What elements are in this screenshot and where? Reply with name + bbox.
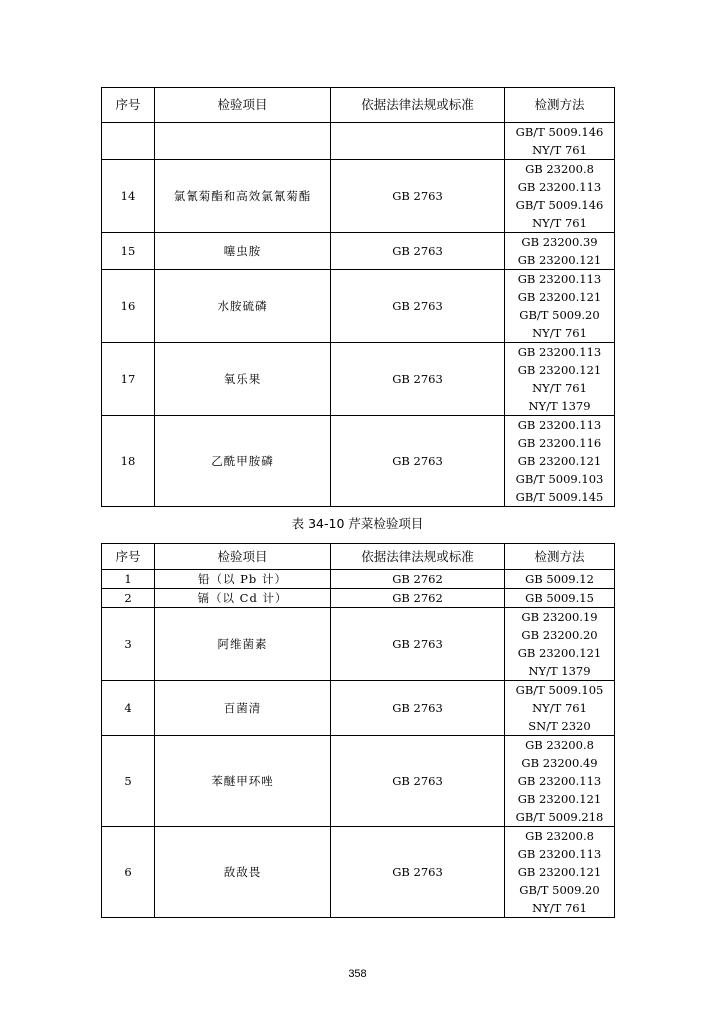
row-number: 18 (102, 416, 155, 507)
test-method: SN/T 2320 (528, 719, 591, 733)
test-method: GB 23200.113 (517, 418, 602, 432)
test-method: GB 23200.113 (517, 847, 602, 861)
page-number: 358 (348, 968, 367, 980)
inspection-item: 氯氰菊酯和高效氯氰菊酯 (155, 160, 331, 233)
test-method: GB 5009.12 (525, 572, 594, 586)
test-method: GB 23200.121 (517, 646, 602, 660)
header-no: 序号 (102, 88, 155, 123)
table-row (102, 736, 615, 827)
header-item: 检验项目 (155, 88, 331, 123)
test-method: NY/T 761 (532, 326, 587, 340)
inspection-item (155, 123, 331, 160)
test-method: GB 23200.121 (517, 363, 602, 377)
test-method: GB 23200.8 (525, 738, 594, 752)
test-method: GB/T 5009.105 (515, 683, 604, 697)
test-method: GB 23200.8 (525, 829, 594, 843)
test-methods (505, 736, 615, 827)
test-method: NY/T 761 (532, 143, 587, 157)
test-methods (505, 827, 615, 918)
test-methods (505, 589, 615, 608)
table-row (102, 160, 615, 233)
standard-basis: GB 2763 (331, 160, 505, 233)
test-method: GB 23200.113 (517, 774, 602, 788)
test-method: GB 23200.121 (517, 865, 602, 879)
row-number: 5 (102, 736, 155, 827)
test-method: GB/T 5009.103 (515, 472, 604, 486)
standard-basis: GB 2762 (331, 589, 505, 608)
row-number: 2 (102, 589, 155, 608)
inspection-item: 敌敌畏 (155, 827, 331, 918)
inspection-item: 乙酰甲胺磷 (155, 416, 331, 507)
standard-basis: GB 2763 (331, 827, 505, 918)
table-row (102, 608, 615, 681)
test-methods (505, 416, 615, 507)
test-method: GB 23200.113 (517, 345, 602, 359)
test-method: GB 23200.20 (521, 628, 598, 642)
inspection-item: 水胺硫磷 (155, 270, 331, 343)
test-method: GB 23200.113 (517, 272, 602, 286)
test-methods (505, 570, 615, 589)
row-number: 6 (102, 827, 155, 918)
celery-inspection-table (101, 543, 615, 918)
test-methods (505, 270, 615, 343)
header-item: 检验项目 (155, 544, 331, 570)
test-method: GB 23200.121 (517, 454, 602, 468)
inspection-item: 苯醚甲环唑 (155, 736, 331, 827)
test-methods (505, 681, 615, 736)
test-method: GB/T 5009.20 (519, 308, 600, 322)
test-methods (505, 608, 615, 681)
table-row (102, 589, 615, 608)
test-method: GB/T 5009.146 (515, 125, 604, 139)
table-header-row (102, 544, 615, 570)
test-methods (505, 160, 615, 233)
row-number: 14 (102, 160, 155, 233)
test-methods (505, 343, 615, 416)
table-row (102, 233, 615, 270)
header-method: 检测方法 (505, 88, 615, 123)
test-method: GB 23200.121 (517, 792, 602, 806)
test-method: NY/T 761 (532, 901, 587, 915)
table-body (102, 570, 615, 918)
row-number: 15 (102, 233, 155, 270)
test-method: GB 23200.113 (517, 180, 602, 194)
test-method: GB 23200.49 (521, 756, 598, 770)
inspection-item: 镉（以 Cd 计） (155, 589, 331, 608)
test-method: GB 23200.19 (521, 610, 598, 624)
table-row (102, 681, 615, 736)
inspection-item: 噻虫胺 (155, 233, 331, 270)
test-methods (505, 123, 615, 160)
test-method: GB/T 5009.146 (515, 198, 604, 212)
test-method: GB 23200.8 (525, 162, 594, 176)
table-caption: 表 34-10 芹菜检验项目 (291, 516, 424, 531)
test-method: GB/T 5009.20 (519, 883, 600, 897)
test-method: NY/T 761 (532, 216, 587, 230)
test-method: NY/T 1379 (528, 399, 591, 413)
inspection-item: 阿维菌素 (155, 608, 331, 681)
standard-basis: GB 2762 (331, 570, 505, 589)
row-number: 4 (102, 681, 155, 736)
table-row (102, 827, 615, 918)
table-row (102, 570, 615, 589)
row-number (102, 123, 155, 160)
test-method: GB/T 5009.218 (515, 810, 604, 824)
header-standard: 依据法律法规或标准 (331, 544, 505, 570)
standard-basis: GB 2763 (331, 681, 505, 736)
table-header-row (102, 88, 615, 123)
inspection-item: 氧乐果 (155, 343, 331, 416)
standard-basis: GB 2763 (331, 270, 505, 343)
header-standard: 依据法律法规或标准 (331, 88, 505, 123)
standard-basis: GB 2763 (331, 608, 505, 681)
inspection-table-continued (101, 87, 615, 507)
test-method: GB 23200.39 (521, 235, 598, 249)
test-method: GB 23200.121 (517, 290, 602, 304)
test-methods (505, 233, 615, 270)
header-no: 序号 (102, 544, 155, 570)
standard-basis (331, 123, 505, 160)
test-method: GB/T 5009.145 (515, 490, 604, 504)
test-method: GB 23200.121 (517, 253, 602, 267)
inspection-item: 百菌清 (155, 681, 331, 736)
table-body (102, 123, 615, 507)
table-row (102, 123, 615, 160)
inspection-item: 铅（以 Pb 计） (155, 570, 331, 589)
row-number: 16 (102, 270, 155, 343)
standard-basis: GB 2763 (331, 736, 505, 827)
standard-basis: GB 2763 (331, 233, 505, 270)
header-method: 检测方法 (505, 544, 615, 570)
row-number: 17 (102, 343, 155, 416)
table-row (102, 270, 615, 343)
test-method: GB 23200.116 (517, 436, 602, 450)
row-number: 1 (102, 570, 155, 589)
table-row (102, 343, 615, 416)
test-method: NY/T 761 (532, 701, 587, 715)
standard-basis: GB 2763 (331, 416, 505, 507)
test-method: NY/T 761 (532, 381, 587, 395)
row-number: 3 (102, 608, 155, 681)
standard-basis: GB 2763 (331, 343, 505, 416)
test-method: GB 5009.15 (525, 591, 594, 605)
table-row (102, 416, 615, 507)
test-method: NY/T 1379 (528, 664, 591, 678)
